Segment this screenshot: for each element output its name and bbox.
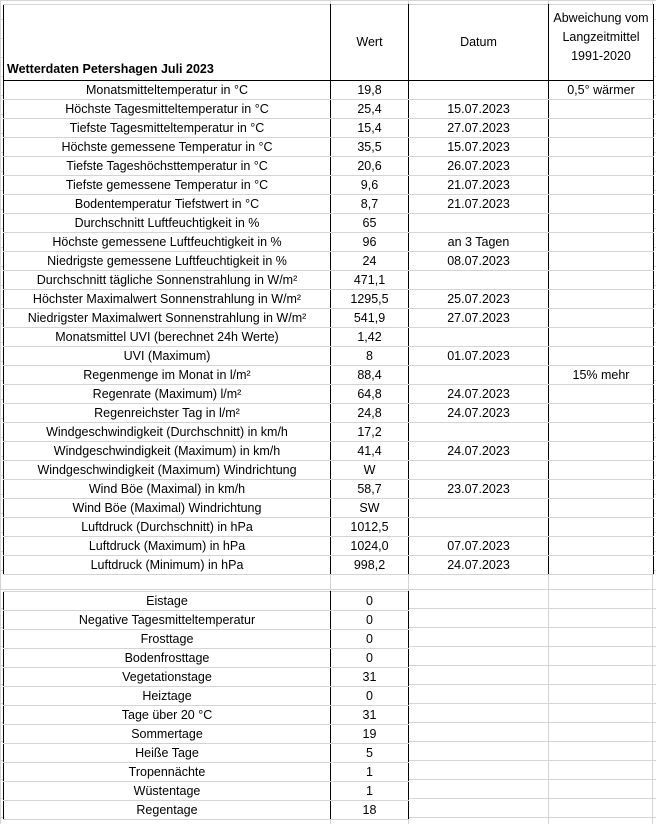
table-row [4, 81, 654, 100]
row-date-cell[interactable] [409, 499, 549, 518]
row-label-cell[interactable]: Bodentemperatur Tiefstwert in °C [4, 195, 331, 214]
table-row [4, 195, 654, 214]
table-row [4, 328, 654, 347]
row-label-cell[interactable]: Tiefste Tagesmitteltemperatur in °C [4, 119, 331, 138]
row-value-cell[interactable]: 0 [331, 649, 409, 668]
row-deviation-cell[interactable] [549, 499, 654, 518]
row-deviation-cell[interactable] [549, 214, 654, 233]
row-deviation-cell[interactable] [549, 100, 654, 119]
row-date-cell[interactable] [409, 81, 549, 100]
row-date-cell[interactable]: 15.07.2023 [409, 100, 549, 119]
row-date-cell[interactable] [409, 271, 549, 290]
row-date-cell[interactable] [409, 518, 549, 537]
header-deviation[interactable] [549, 5, 654, 81]
row-label-cell[interactable]: Regentage [4, 801, 331, 820]
row-date-cell[interactable]: 26.07.2023 [409, 157, 549, 176]
row-deviation-cell[interactable] [549, 138, 654, 157]
row-value-cell[interactable]: 88,4 [331, 366, 409, 385]
row-deviation-cell[interactable] [549, 157, 654, 176]
row-date-cell[interactable]: 24.07.2023 [409, 442, 549, 461]
row-label-cell[interactable]: Heiße Tage [4, 744, 331, 763]
row-deviation-cell[interactable] [549, 480, 654, 499]
row-label-cell[interactable]: Niedrigster Maximalwert Sonnenstrahlung in W/m² [4, 309, 331, 328]
row-date-cell[interactable]: 23.07.2023 [409, 480, 549, 499]
row-value-cell[interactable]: 0 [331, 592, 409, 611]
row-deviation-cell[interactable] [549, 385, 654, 404]
table-row [4, 290, 654, 309]
row-value-cell[interactable]: 24 [331, 252, 409, 271]
row-label-cell[interactable]: Heiztage [4, 687, 331, 706]
row-label-cell[interactable]: Tiefste gemessene Temperatur in °C [4, 176, 331, 195]
table-row [4, 252, 654, 271]
table-row [4, 442, 654, 461]
row-date-cell[interactable]: 27.07.2023 [409, 119, 549, 138]
row-deviation-cell[interactable] [549, 176, 654, 195]
row-date-cell[interactable]: 24.07.2023 [409, 556, 549, 575]
row-value-cell[interactable]: 41,4 [331, 442, 409, 461]
row-label-cell[interactable]: Windgeschwindigkeit (Maximum) in km/h [4, 442, 331, 461]
row-label-cell[interactable]: Regenrate (Maximum) l/m² [4, 385, 331, 404]
row-value-cell[interactable]: 20,6 [331, 157, 409, 176]
table-row [4, 157, 654, 176]
row-label-cell[interactable]: Regenmenge im Monat in l/m² [4, 366, 331, 385]
table-row [4, 763, 409, 782]
table-row [4, 423, 654, 442]
row-value-cell[interactable]: 1,42 [331, 328, 409, 347]
table-row [4, 385, 654, 404]
table-row [4, 744, 409, 763]
table-row [4, 649, 409, 668]
row-date-cell[interactable] [409, 461, 549, 480]
row-label-cell[interactable]: Monatsmittel UVI (berechnet 24h Werte) [4, 328, 331, 347]
row-value-cell[interactable]: 19,8 [331, 81, 409, 100]
row-date-cell[interactable]: 24.07.2023 [409, 385, 549, 404]
row-date-cell[interactable]: 24.07.2023 [409, 404, 549, 423]
table-row [4, 725, 409, 744]
row-value-cell[interactable]: 1 [331, 782, 409, 801]
row-deviation-cell[interactable]: 15% mehr [549, 366, 654, 385]
row-date-cell[interactable] [409, 366, 549, 385]
header-deviation-line3: 1991-2020 [571, 49, 631, 63]
row-deviation-cell[interactable] [549, 556, 654, 575]
table-row [4, 782, 409, 801]
row-deviation-cell[interactable] [549, 309, 654, 328]
row-value-cell[interactable]: 8,7 [331, 195, 409, 214]
table-row [4, 404, 654, 423]
table-row [4, 801, 409, 820]
row-date-cell[interactable]: 07.07.2023 [409, 537, 549, 556]
table-row [4, 668, 409, 687]
row-label-cell[interactable]: Durchschnitt Luftfeuchtigkeit in % [4, 214, 331, 233]
row-label-cell[interactable]: Tage über 20 °C [4, 706, 331, 725]
row-value-cell[interactable]: 24,8 [331, 404, 409, 423]
table-row [4, 592, 409, 611]
row-date-cell[interactable] [409, 328, 549, 347]
row-value-cell[interactable]: 8 [331, 347, 409, 366]
table-row [4, 309, 654, 328]
row-date-cell[interactable]: 21.07.2023 [409, 195, 549, 214]
table-row [4, 138, 654, 157]
row-value-cell[interactable]: 18 [331, 801, 409, 820]
table-row [4, 347, 654, 366]
row-label-cell[interactable]: Negative Tagesmitteltemperatur [4, 611, 331, 630]
row-value-cell[interactable]: 65 [331, 214, 409, 233]
row-label-cell[interactable]: Wind Böe (Maximal) Windrichtung [4, 499, 331, 518]
table-row [4, 461, 654, 480]
row-deviation-cell[interactable] [549, 195, 654, 214]
row-date-cell[interactable]: 01.07.2023 [409, 347, 549, 366]
row-label-cell[interactable]: UVI (Maximum) [4, 347, 331, 366]
row-value-cell[interactable]: 541,9 [331, 309, 409, 328]
row-deviation-cell[interactable] [549, 404, 654, 423]
row-label-cell[interactable]: Sommertage [4, 725, 331, 744]
row-label-cell[interactable]: Frosttage [4, 630, 331, 649]
row-deviation-cell[interactable] [549, 347, 654, 366]
row-value-cell[interactable]: 25,4 [331, 100, 409, 119]
row-deviation-cell[interactable] [549, 537, 654, 556]
table-row [4, 480, 654, 499]
row-label-cell[interactable]: Monatsmitteltemperatur in °C [4, 81, 331, 100]
row-date-cell[interactable] [409, 214, 549, 233]
row-value-cell[interactable]: 1024,0 [331, 537, 409, 556]
row-label-cell[interactable]: Höchste gemessene Temperatur in °C [4, 138, 331, 157]
table-row [4, 214, 654, 233]
row-value-cell[interactable]: W [331, 461, 409, 480]
table-row [4, 687, 409, 706]
row-value-cell[interactable]: 17,2 [331, 423, 409, 442]
row-deviation-cell[interactable] [549, 423, 654, 442]
row-value-cell[interactable]: 96 [331, 233, 409, 252]
row-deviation-cell[interactable] [549, 518, 654, 537]
table-row [4, 119, 654, 138]
day-counts-table [3, 591, 409, 820]
table-row [4, 706, 409, 725]
row-label-cell[interactable]: Luftdruck (Durchschnitt) in hPa [4, 518, 331, 537]
row-date-cell[interactable]: 27.07.2023 [409, 309, 549, 328]
row-value-cell[interactable]: 0 [331, 687, 409, 706]
header-value[interactable]: Wert [331, 5, 409, 81]
row-label-cell[interactable]: Durchschnitt tägliche Sonnenstrahlung in W/m² [4, 271, 331, 290]
row-label-cell[interactable]: Vegetationstage [4, 668, 331, 687]
row-label-cell[interactable]: Tropennächte [4, 763, 331, 782]
table-row [4, 499, 654, 518]
table-row [4, 537, 654, 556]
row-value-cell[interactable]: 998,2 [331, 556, 409, 575]
row-label-cell[interactable]: Wüstentage [4, 782, 331, 801]
row-label-cell[interactable]: Luftdruck (Minimum) in hPa [4, 556, 331, 575]
row-label-cell[interactable]: Höchste gemessene Luftfeuchtigkeit in % [4, 233, 331, 252]
row-label-cell[interactable]: Regenreichster Tag in l/m² [4, 404, 331, 423]
row-deviation-cell[interactable] [549, 119, 654, 138]
row-label-cell[interactable]: Höchste Tagesmitteltemperatur in °C [4, 100, 331, 119]
table-row [4, 366, 654, 385]
header-row [4, 5, 654, 81]
row-date-cell[interactable]: 25.07.2023 [409, 290, 549, 309]
row-label-cell[interactable]: Luftdruck (Maximum) in hPa [4, 537, 331, 556]
row-label-cell[interactable]: Tiefste Tageshöchsttemperatur in °C [4, 157, 331, 176]
row-date-cell[interactable]: 08.07.2023 [409, 252, 549, 271]
row-value-cell[interactable]: SW [331, 499, 409, 518]
table-row [4, 518, 654, 537]
row-value-cell[interactable]: 31 [331, 706, 409, 725]
row-value-cell[interactable]: 64,8 [331, 385, 409, 404]
row-deviation-cell[interactable] [549, 271, 654, 290]
header-date[interactable]: Datum [409, 5, 549, 81]
row-value-cell[interactable]: 471,1 [331, 271, 409, 290]
row-deviation-cell[interactable] [549, 233, 654, 252]
row-deviation-cell[interactable] [549, 442, 654, 461]
row-date-cell[interactable]: 21.07.2023 [409, 176, 549, 195]
row-deviation-cell[interactable] [549, 328, 654, 347]
row-date-cell[interactable]: 15.07.2023 [409, 138, 549, 157]
row-label-cell[interactable]: Bodenfrosttage [4, 649, 331, 668]
row-value-cell[interactable]: 58,7 [331, 480, 409, 499]
row-value-cell[interactable]: 0 [331, 611, 409, 630]
row-value-cell[interactable]: 0 [331, 630, 409, 649]
row-value-cell[interactable]: 19 [331, 725, 409, 744]
table-row [4, 630, 409, 649]
row-label-cell[interactable]: Höchster Maximalwert Sonnenstrahlung in W/m² [4, 290, 331, 309]
row-deviation-cell[interactable] [549, 461, 654, 480]
header-deviation-line1: Abweichung vom [553, 11, 649, 25]
row-deviation-cell[interactable] [549, 290, 654, 309]
row-label-cell[interactable]: Windgeschwindigkeit (Maximum) Windrichtung [4, 461, 331, 480]
row-value-cell[interactable]: 1012,5 [331, 518, 409, 537]
row-deviation-cell[interactable]: 0,5° wärmer [549, 81, 654, 100]
row-deviation-cell[interactable] [549, 252, 654, 271]
row-label-cell[interactable]: Windgeschwindigkeit (Durchschnitt) in km/h [4, 423, 331, 442]
row-value-cell[interactable]: 31 [331, 668, 409, 687]
header-deviation-line2: Langzeitmittel [562, 30, 640, 44]
row-value-cell[interactable]: 9,6 [331, 176, 409, 195]
table-row [4, 271, 654, 290]
row-value-cell[interactable]: 1295,5 [331, 290, 409, 309]
weather-data-table [3, 4, 654, 575]
row-label-cell[interactable]: Wind Böe (Maximal) in km/h [4, 480, 331, 499]
table-row [4, 611, 409, 630]
row-date-cell[interactable] [409, 423, 549, 442]
row-date-cell[interactable]: an 3 Tagen [409, 233, 549, 252]
row-value-cell[interactable]: 35,5 [331, 138, 409, 157]
table-row [4, 556, 654, 575]
row-value-cell[interactable]: 5 [331, 744, 409, 763]
row-value-cell[interactable]: 1 [331, 763, 409, 782]
table-title[interactable]: Wetterdaten Petershagen Juli 2023 [4, 5, 331, 81]
table-row [4, 233, 654, 252]
row-label-cell[interactable]: Niedrigste gemessene Luftfeuchtigkeit in % [4, 252, 331, 271]
table-row [4, 100, 654, 119]
row-value-cell[interactable]: 15,4 [331, 119, 409, 138]
row-label-cell[interactable]: Eistage [4, 592, 331, 611]
table-row [4, 176, 654, 195]
